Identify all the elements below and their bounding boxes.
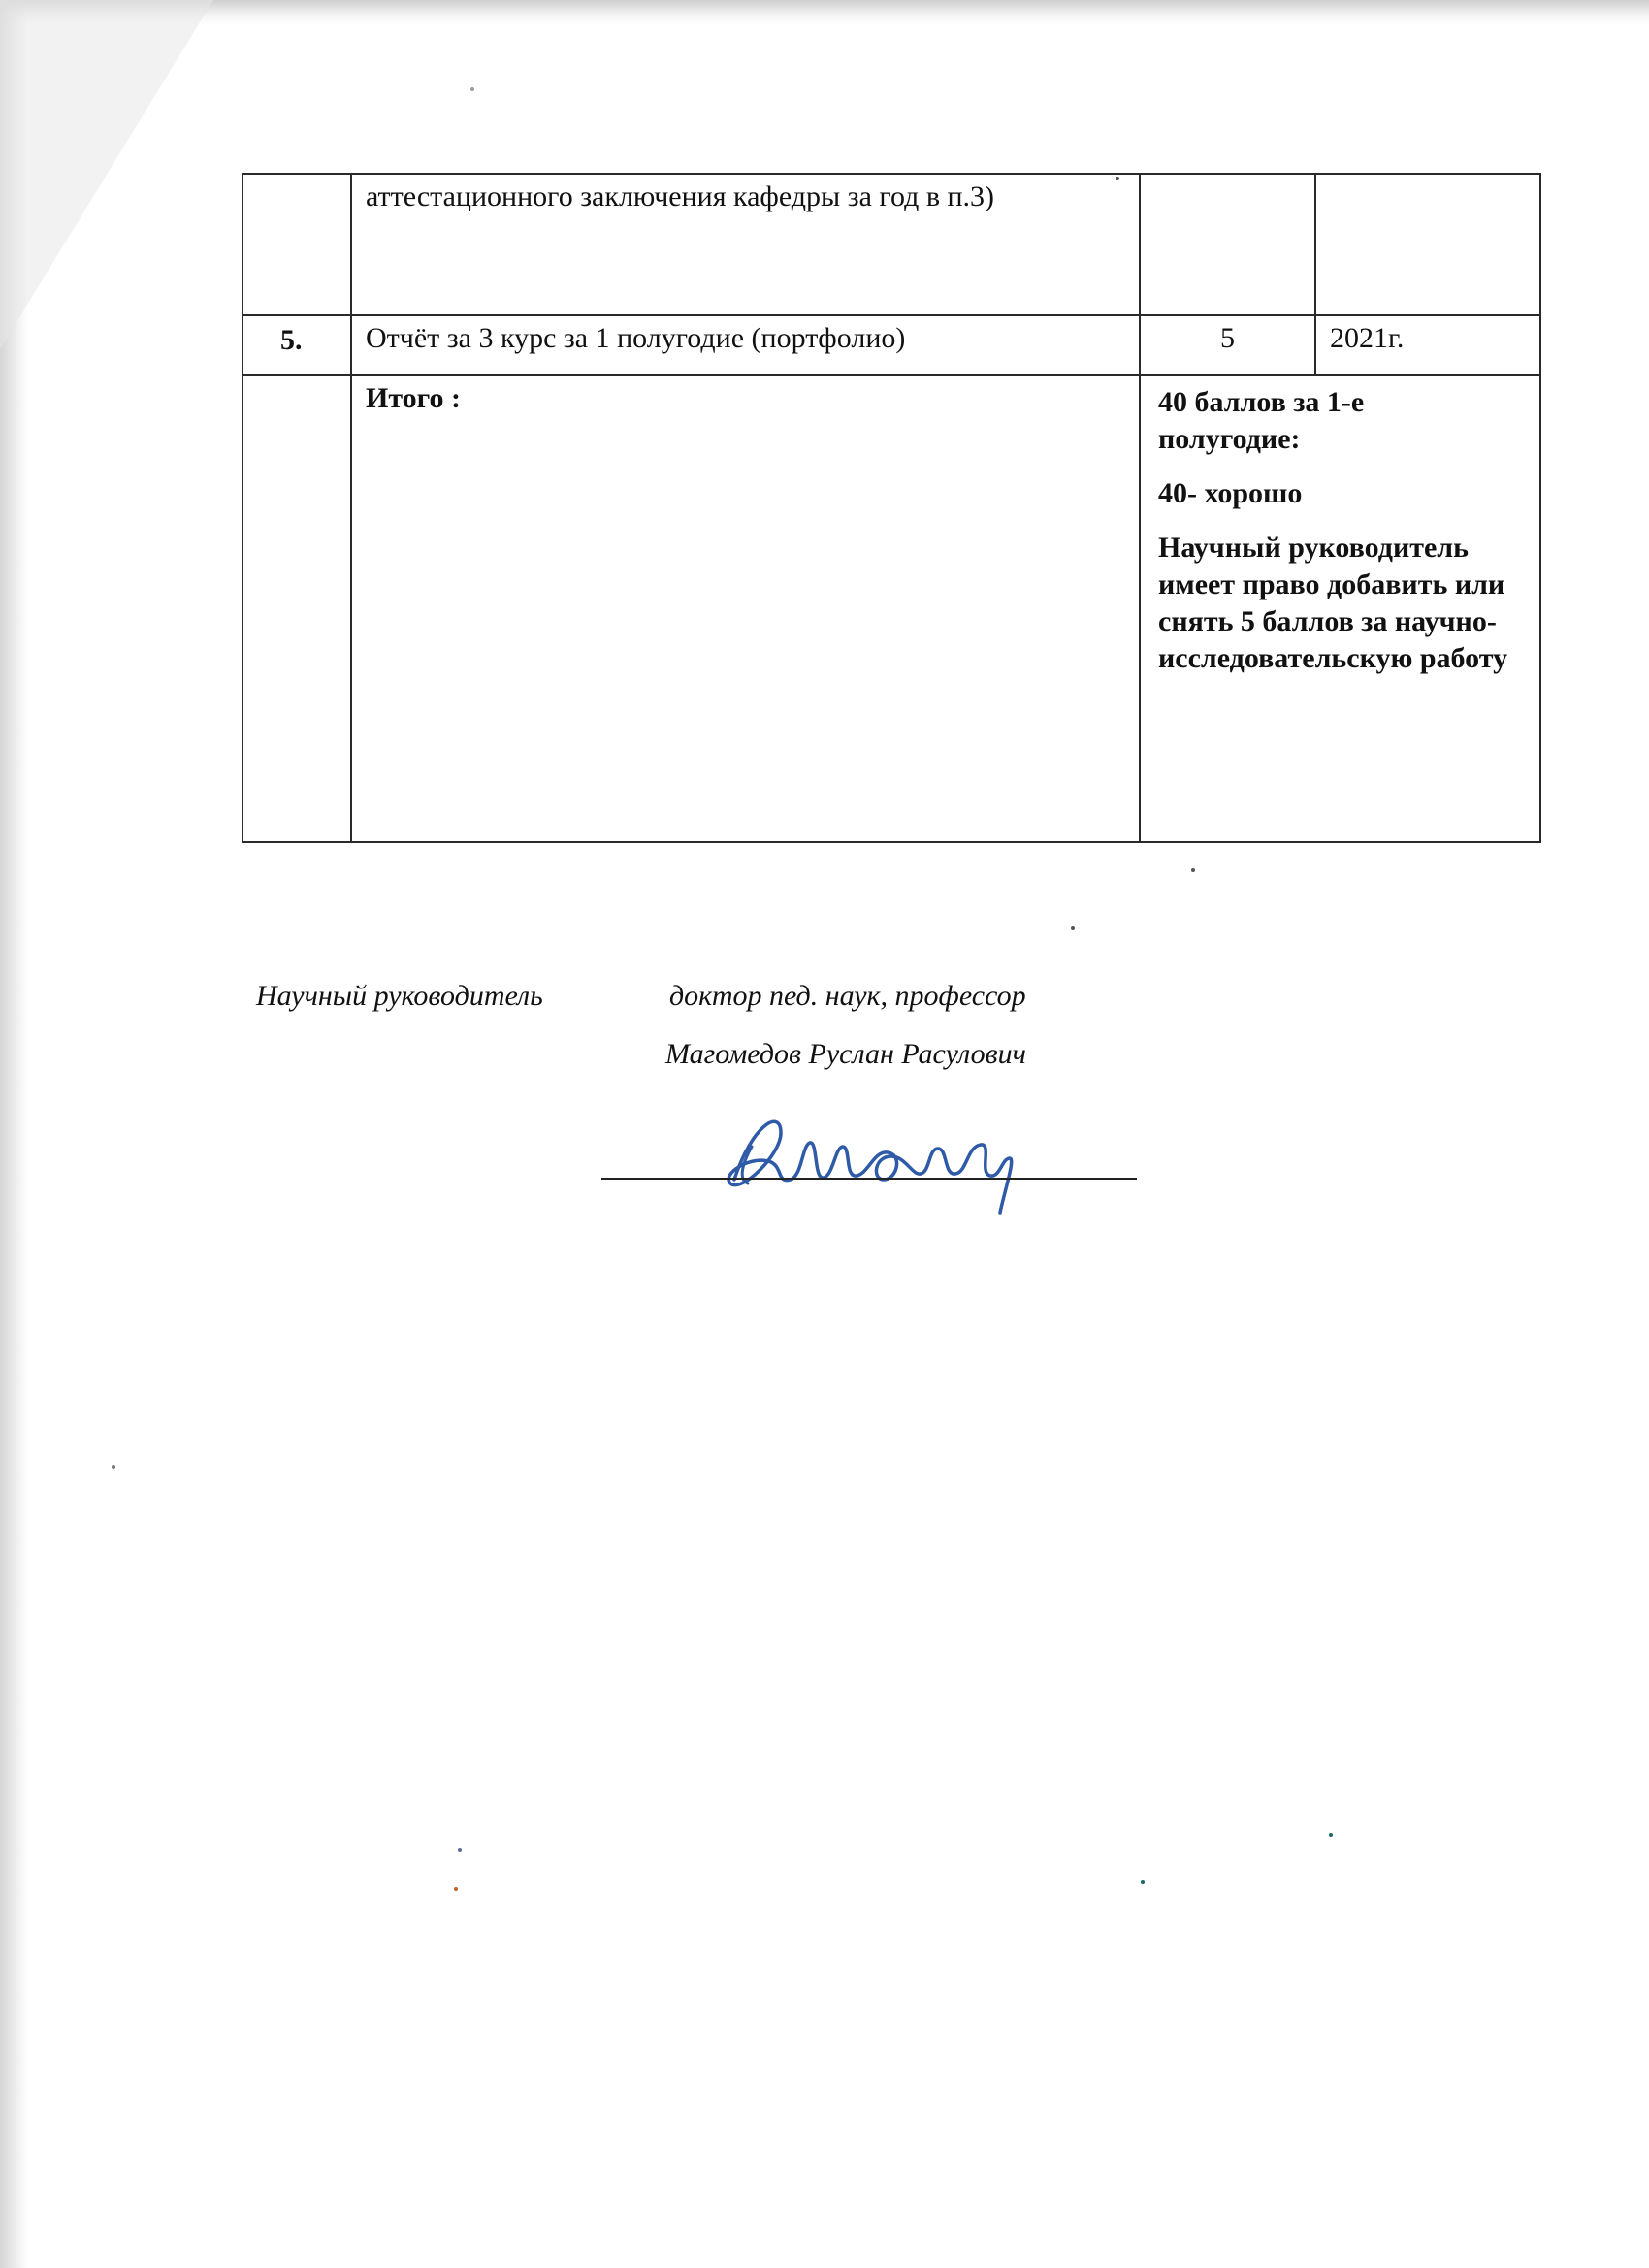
row-description: аттестационного заключения кафедры за год в п.3) xyxy=(351,174,1140,315)
scan-edge-top xyxy=(0,0,1649,25)
table-row xyxy=(242,174,1540,315)
row-date xyxy=(1315,174,1540,315)
scan-speck xyxy=(458,1848,462,1852)
row-description: Отчёт за 3 курс за 1 полугодие (портфолио) xyxy=(351,315,1140,375)
total-points: 40 баллов за 1-е полугодие: xyxy=(1158,386,1365,455)
grades-table xyxy=(242,173,1541,843)
scan-speck xyxy=(1329,1833,1333,1837)
total-summary xyxy=(1140,375,1540,842)
total-number-cell xyxy=(242,375,351,842)
scan-speck xyxy=(1191,868,1195,872)
supervisor-role: Научный руководитель xyxy=(256,980,543,1012)
scan-speck xyxy=(454,1887,458,1891)
scan-speck xyxy=(470,87,474,91)
total-note: Научный руководитель имеет право добавить или снять 5 баллов за научно-исследовательскую работу xyxy=(1158,532,1508,674)
scan-speck xyxy=(1116,177,1119,180)
total-grade: 40- хорошо xyxy=(1158,477,1303,509)
total-label: Итого : xyxy=(351,375,1140,842)
row-number xyxy=(242,174,351,315)
row-score: 5 xyxy=(1140,315,1315,375)
handwritten-signature xyxy=(713,1086,1043,1222)
row-number: 5. xyxy=(242,315,351,375)
supervisor-title: доктор пед. наук, профессор xyxy=(669,980,1026,1012)
table-row xyxy=(242,315,1540,375)
scan-speck xyxy=(112,1465,115,1469)
scan-corner-fold xyxy=(0,0,213,349)
row-score xyxy=(1140,174,1315,315)
supervisor-name: Магомедов Руслан Расулович xyxy=(665,1038,1026,1070)
row-date: 2021г. xyxy=(1315,315,1540,375)
signature-line xyxy=(601,1178,1137,1180)
scan-speck xyxy=(1141,1880,1145,1884)
total-row xyxy=(242,375,1540,842)
scan-speck xyxy=(1071,926,1075,930)
